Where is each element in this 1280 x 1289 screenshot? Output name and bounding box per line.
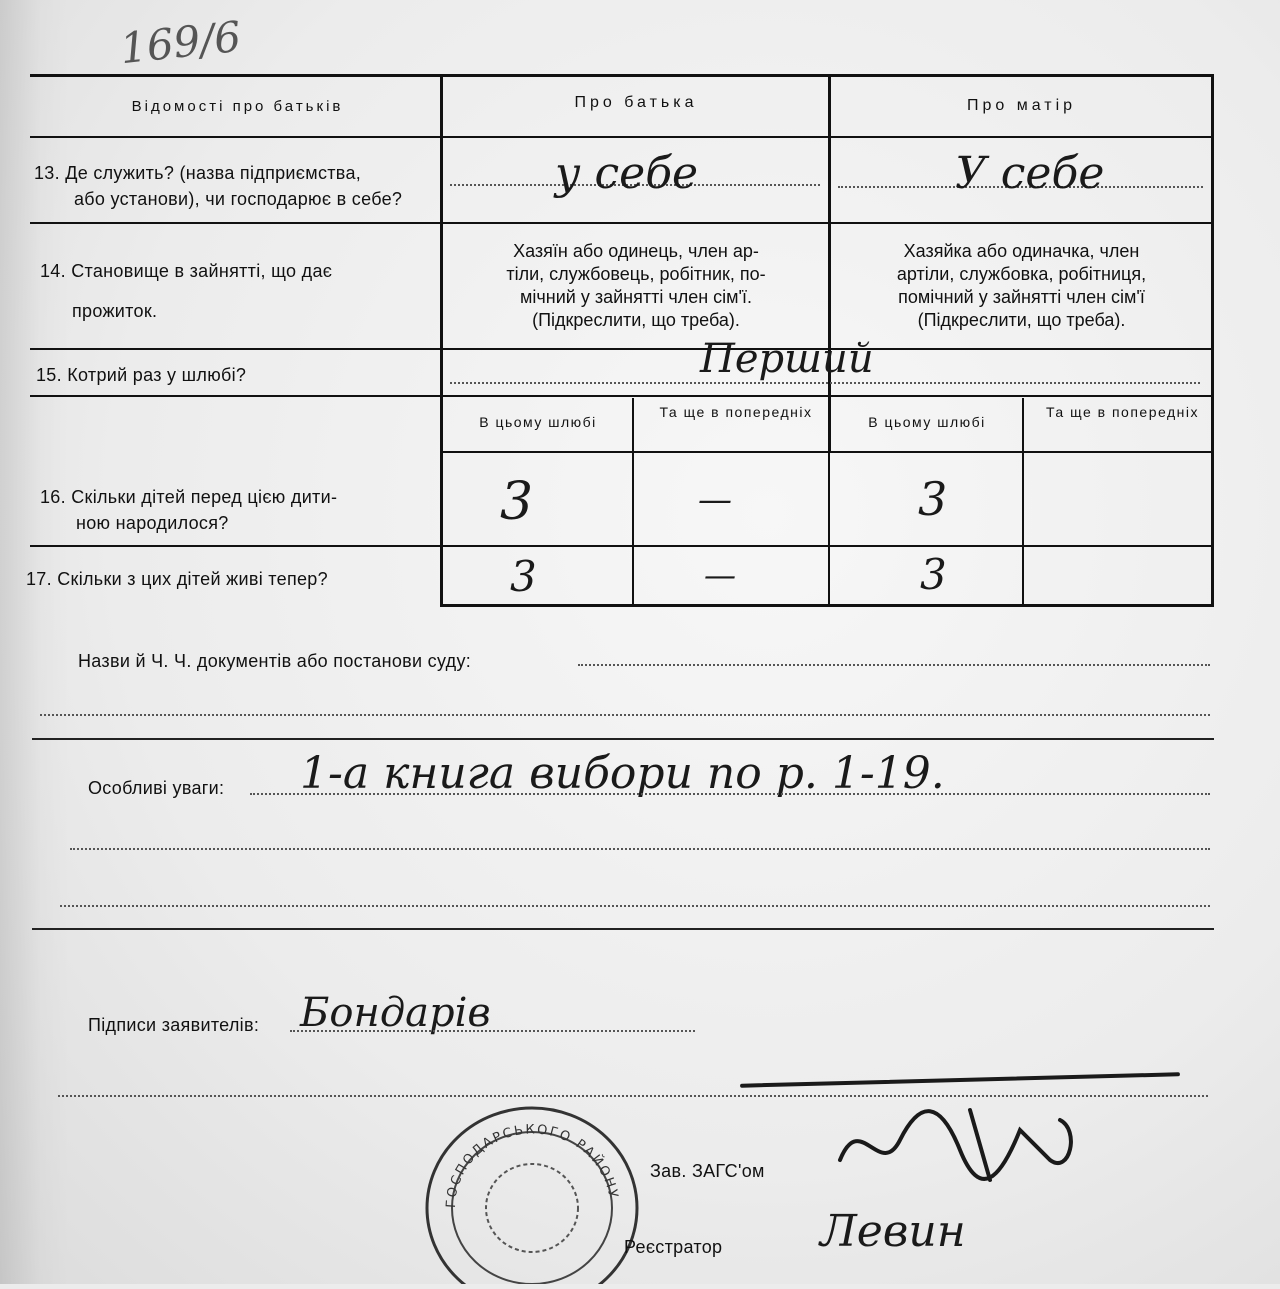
page-number: 169/6 — [117, 11, 244, 74]
documents-line-1 — [578, 664, 1210, 666]
applicants-signatures-label: Підписи заявителів: — [88, 1015, 260, 1035]
subheader-mother-this: В цьому шлюбі — [868, 414, 986, 430]
q16-father-prev: — — [698, 480, 732, 520]
q14-mother-line2: артіли, службовка, робітниця, — [896, 264, 1147, 284]
svg-text:ГОСПОДАРСЬКОГО РАЙОНУ — [444, 1122, 621, 1208]
q17-mother-this: 3 — [920, 550, 947, 599]
subheader-father-prev: Та ще в попередніх — [659, 404, 813, 420]
q15-answer: Перший — [700, 336, 874, 382]
notes-handwritten: 1-а книга вибори по р. 1-19. — [300, 748, 945, 799]
q14-father-line1: Хазяїн або одинець, член ар- — [513, 241, 759, 261]
q14-father-line2: тіли, службовець, робітник, по- — [506, 264, 766, 284]
q14-label-line2: прожиток. — [72, 301, 158, 321]
subheader-father-this: В цьому шлюбі — [479, 414, 597, 430]
stamp-text: ГОСПОДАРСЬКОГО РАЙОНУ — [443, 1122, 621, 1209]
documents-line-2 — [40, 714, 1210, 716]
q16-mother-this: 3 — [918, 472, 948, 526]
q14-father-line3: мічний у зайнятті член сім'ї. — [520, 287, 752, 307]
subheader-mother-prev: Та ще в попередніх — [1046, 404, 1199, 420]
q16-label-line1: 16. Скільки дітей перед цією дити- — [40, 487, 338, 507]
q14-mother-line1: Хазяйка або одиначка, член — [903, 241, 1140, 261]
header-mother: Про матір — [966, 97, 1077, 114]
q13-father-answer: у себе — [555, 148, 699, 199]
q13-label-line2: або установи), чи господарює в себе? — [74, 189, 403, 209]
q14-label-line1: 14. Становище в зайнятті, що дає — [40, 261, 333, 281]
registrar-signature: Левин — [820, 1206, 966, 1257]
head-signature — [820, 1090, 1100, 1190]
q14-mother-line4: (Підкреслити, що треба). — [917, 310, 1126, 330]
q16-label-line2: ною народилося? — [76, 513, 229, 533]
head-registry-label: Зав. ЗАГС'ом — [650, 1161, 765, 1181]
applicants-signature: Бондарів — [300, 990, 491, 1036]
q14-father-line4: (Підкреслити, що треба). — [532, 310, 740, 330]
stamp-seal — [420, 1098, 645, 1284]
registrar-label: Реєстратор — [624, 1237, 723, 1257]
q14-mother-line3: помічний у зайнятті член сім'ї — [898, 287, 1145, 307]
q13-mother-answer: У себе — [955, 148, 1105, 199]
q16-father-this: 3 — [500, 472, 534, 532]
notes-label: Особливі уваги: — [88, 778, 225, 798]
q17-father-this: 3 — [510, 552, 537, 601]
q17-label: 17. Скільки з цих дітей живі тепер? — [26, 569, 328, 589]
q14-father-options — [446, 240, 826, 332]
documents-label: Назви й Ч. Ч. документів або постанови суду: — [78, 651, 472, 671]
q17-father-prev: — — [704, 556, 736, 594]
header-father: Про батька — [574, 94, 698, 111]
header-parents-info: Відомості про батьків — [131, 98, 344, 115]
q13-label-line1: 13. Де служить? (назва підприємства, — [34, 163, 362, 183]
q14-mother-options — [834, 240, 1209, 332]
q15-label: 15. Котрий раз у шлюбі? — [36, 365, 247, 385]
